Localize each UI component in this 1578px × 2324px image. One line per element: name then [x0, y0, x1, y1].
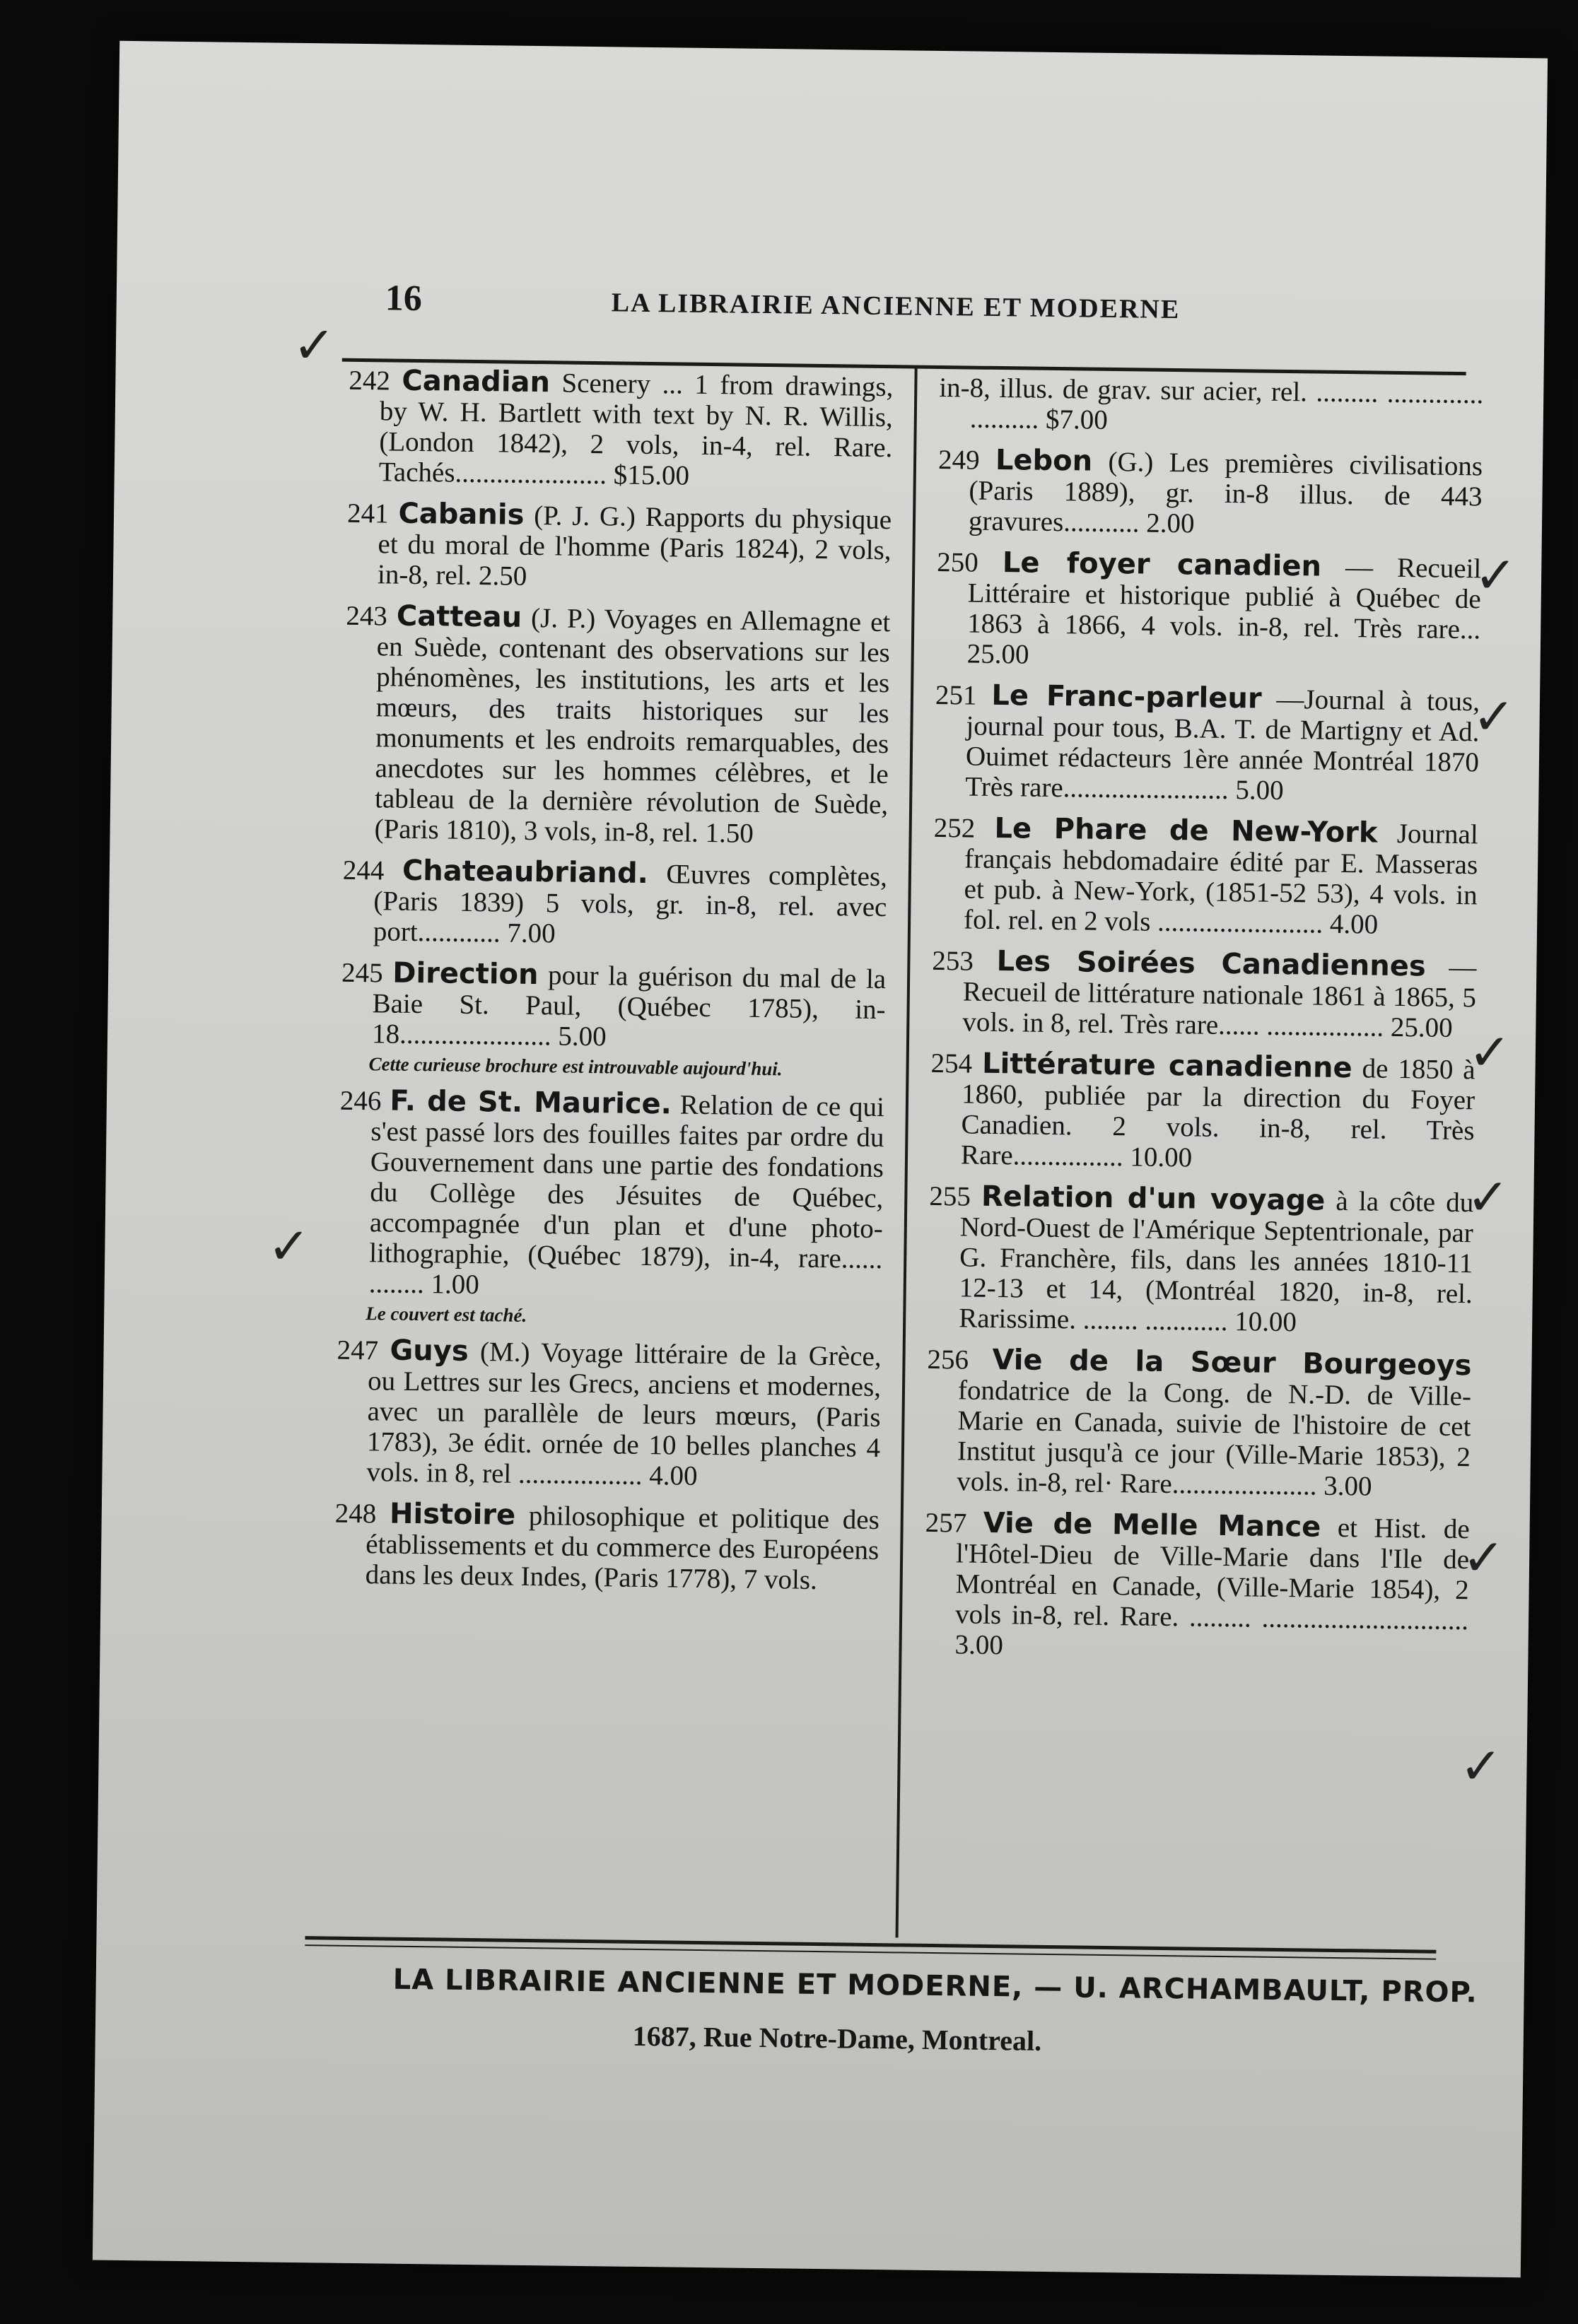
catalog-entry: 256 Vie de la Sœur Bourgeoys fondatrice de la Cong. de N.-D. de Ville-Marie en Canada, suivie de l'histoire de cet Institut jusqu'à ce jour (Ville-Marie 1853), 2 vols. in-8, rel· Rare..................... 3.00 — [927, 1343, 1472, 1502]
catalog-entry: 241 Cabanis (P. J. G.) Rapports du physique et du moral de l'homme (Paris 1824), 2 vols, in-8, rel. 2.50 — [346, 497, 892, 592]
catalog-entry: 250 Le foyer canadien — Recueil Littéraire et historique publié à Québec de 1863 à 1866, 4 vols. in-8, rel. Très rare... 25.00 — [937, 546, 1482, 670]
page-header — [385, 277, 1516, 341]
footer-rule-thin — [305, 1944, 1436, 1960]
catalog-entry: 251 Le Franc-parleur —Journal à tous, journal pour tous, B.A. T. de Martigny et Ad. Ouimet rédacteurs 1ère année Montréal 1870 Très rare........................ 5.00 — [935, 679, 1480, 806]
catalog-entry: 257 Vie de Melle Mance et Hist. de l'Hôtel-Dieu de Ville-Marie dans l'Ile de Montréal en Canade, (Ville-Marie 1854), 2 vols in-8, rel. Rare. ......... .............................. 3.00 — [925, 1506, 1470, 1661]
catalog-entry: 248 Histoire philosophique et politique des établissements et du commerce des Européens dans les deux Indes, (Paris 1778), 7 vols. — [334, 1497, 880, 1595]
catalog-entry: in-8, illus. de grav. sur acier, rel. ......... .............. .......... $7.00 — [939, 372, 1484, 435]
entry-note: Cette curieuse brochure est introuvable aujourd'hui. — [368, 1053, 783, 1080]
entry-note: Le couvert est taché. — [366, 1303, 527, 1326]
page-number: 16 — [385, 278, 423, 319]
running-title: LA LIBRAIRIE ANCIENNE ET MODERNE — [611, 288, 1181, 325]
catalog-entry: 242 Canadian Scenery ... 1 from drawings, by W. H. Bartlett with text by N. R. Willis, (London 1842), 2 vols, in-4, rel. Rare. Tachés...................... $15.00 — [349, 364, 894, 491]
catalog-entry: 252 Le Phare de New-York Journal français hebdomadaire édité par E. Masseras et pub. à New-York, (1851-52 53), 4 vols. in fol. rel. en 2 vols ........................ 4.00 — [933, 811, 1478, 940]
checkmark-icon: ✓ — [1473, 545, 1518, 605]
checkmark-icon: ✓ — [1466, 1167, 1510, 1227]
checkmark-icon: ✓ — [267, 1216, 311, 1277]
checkmark-icon: ✓ — [1461, 1527, 1506, 1588]
column-divider — [896, 369, 918, 1938]
publisher-line: LA LIBRAIRIE ANCIENNE ET MODERNE, — U. ARCHAMBAULT, PROP. — [392, 1963, 1478, 2009]
checkmark-icon: ✓ — [292, 315, 336, 375]
catalog-entry: 255 Relation d'un voyage à la côte du Nord-Ouest de l'Amérique Septentrionale, par G. Franchère, fils, dans les années 1810-11 12-13 et 14, (Montréal 1820, in-8, rel. Rarissime. ........ ............ 10.00 — [929, 1180, 1474, 1338]
right-column — [923, 372, 1483, 1677]
left-column — [334, 365, 893, 1607]
catalog-entry: 245 Direction pour la guérison du mal de la Baie St. Paul, (Québec 1785), in-18...................... 5.00 — [341, 956, 887, 1052]
book-page — [93, 41, 1548, 2277]
address-line: 1687, Rue Notre-Dame, Montreal. — [632, 2019, 1042, 2057]
checkmark-icon: ✓ — [1472, 686, 1516, 746]
checkmark-icon: ✓ — [1459, 1736, 1503, 1796]
catalog-entry: 253 Les Soirées Canadiennes — Recueil de littérature nationale 1861 à 1865, 5 vols. in 8, rel. Très rare...... ................. 25.00 — [932, 945, 1477, 1043]
catalog-entry: 249 Lebon (G.) Les premières civilisations (Paris 1889), gr. in-8 illus. de 443 gravures........... 2.00 — [937, 443, 1483, 539]
catalog-entry: 246 F. de St. Maurice. Relation de ce qui s'est passé lors des fouilles faites par ordre du Gouvernement dans une partie des fondations du Collège des Jésuites de Québec, accompagnée d'un plan et d'une photo-lithographie, (Québec 1879), in-4, rare...... ........ 1.00 — [339, 1084, 885, 1301]
catalog-entry: 244 Chateaubriand. Œuvres complètes, (Paris 1839) 5 vols, gr. in-8, rel. avec port............ 7.00 — [342, 854, 888, 949]
catalog-entry: 254 Littérature canadienne de 1850 à 1860, publiée par la direction du Foyer Canadien. 2 vols. in-8, rel. Très Rare................ 10.00 — [930, 1047, 1475, 1173]
catalog-entry: 243 Catteau (J. P.) Voyages en Allemagne et en Suède, contenant des observations sur les phénomènes, les institutions, les arts et les mœurs, des traits historiques sur les monuments et les endroits remarquables, des anecdotes sur les hommes célèbres, et le tableau de la dernière révolution de Suède, (Paris 1810), 3 vols, in-8, rel. 1.50 — [346, 599, 891, 849]
catalog-entry: 247 Guys (M.) Voyage littéraire de la Grèce, ou Lettres sur les Grecs, anciens et modernes, avec un parallèle de leurs mœurs, (Paris 1783), 3e édit. ornée de 10 belles planches 4 vols. in 8, rel .................. 4.00 — [337, 1334, 882, 1491]
checkmark-icon: ✓ — [1468, 1022, 1512, 1082]
